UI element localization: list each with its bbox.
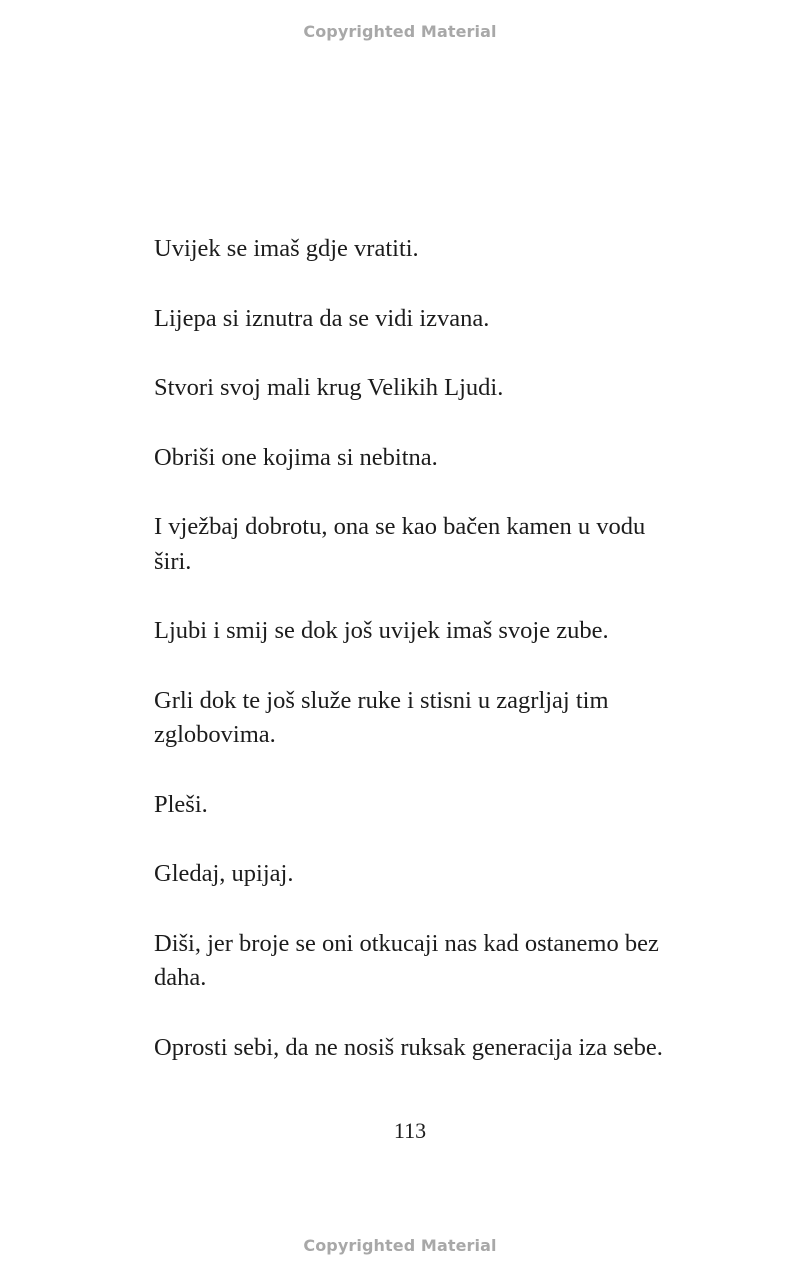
poem-text (154, 232, 664, 1065)
paragraph: Stvori svoj mali krug Velikih Ljudi. (154, 374, 504, 401)
paragraph: Uvijek se imaš gdje vratiti. (154, 235, 419, 262)
page-number: 113 (393, 1118, 427, 1143)
paragraph: Grli dok te još služe ruke i stisni u zagrljaj tim zglobovima. (154, 686, 609, 748)
copyright-watermark-bottom: Copyrighted Material (303, 1236, 497, 1255)
paragraph: Gledaj, upijaj. (154, 860, 294, 887)
paragraph: Oprosti sebi, da ne nosiš ruksak generacija iza sebe. (154, 1033, 663, 1061)
paragraph: Obriši one kojima si nebitna. (154, 443, 438, 471)
paragraph: Lijepa si iznutra da se vidi izvana. (154, 304, 490, 332)
paragraph: Ljubi i smij se dok još uvijek imaš svoje zube. (154, 617, 609, 644)
paragraph: I vježbaj dobrotu, ona se kao bačen kamen u vodu širi. (154, 513, 646, 575)
paragraph: Diši, jer broje se oni otkucaji nas kad ostanemo bez daha. (154, 929, 659, 991)
copyright-watermark-top: Copyrighted Material (303, 22, 497, 41)
paragraph: Pleši. (154, 790, 208, 818)
